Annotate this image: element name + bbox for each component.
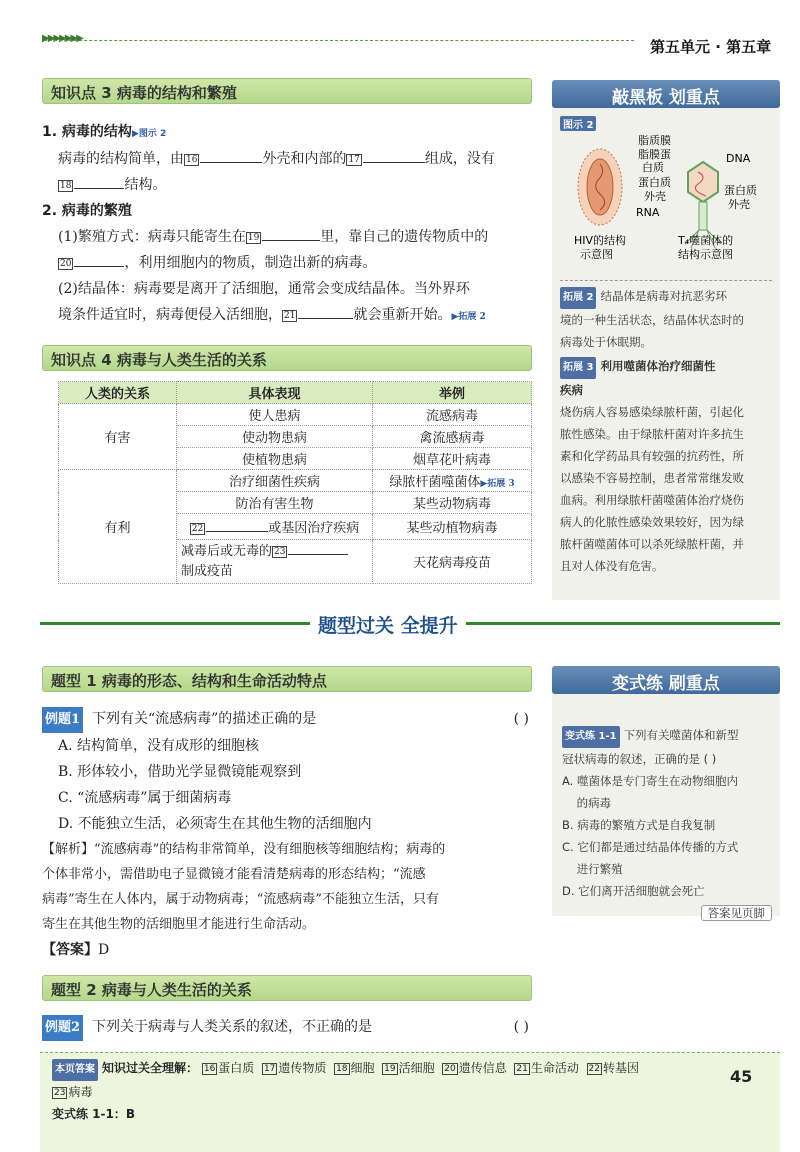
table-cell: 使植物患病	[177, 448, 373, 470]
diagram-label: 蛋白质	[638, 176, 671, 189]
diagram-label: 蛋白质	[724, 184, 757, 197]
s1-text-d: 结构。	[124, 177, 167, 193]
blank-19[interactable]	[262, 227, 320, 241]
table-cell: 某些动植物病毒	[373, 514, 532, 540]
ext3-line: 以感染不容易控制，患者常常继发败	[560, 471, 744, 485]
diagram-label: DNA	[726, 152, 751, 165]
s2-text-c: ，利用细胞内的物质，制造出新的病毒。	[124, 255, 377, 271]
s2-text-e: 境条件适宜时，病毒便侵入活细胞，	[58, 307, 282, 323]
answer-item: 生命活动	[530, 1061, 579, 1075]
practice-option-a[interactable]: A. 噬菌体是专门寄生在动物细胞内	[562, 774, 738, 788]
answers-label: 本页答案	[52, 1059, 98, 1081]
t2-header: 题型 2 病毒与人类生活的关系	[42, 975, 532, 1001]
blank-23[interactable]	[288, 541, 348, 555]
s2-text-a: (1)繁殖方式：病毒只能寄生在	[58, 229, 246, 245]
kp3-body: 1. 病毒的结构▶图示 2 病毒的结构简单，由 16 外壳和内部的 17 组成，没有 18 结构。 2. 病毒的繁殖 (1)繁殖方式：病毒只能寄生在 19 里，靠自己的遗传物质中的 20 ，利用细胞内的物质，制造出新的病毒。 (2)结晶体：病毒要是离开了活细胞，通常会变成结晶体。当外界环 境条件适宜时，病毒便侵入活细胞， 21 就会重新开始。▶拓展 2	[42, 120, 537, 330]
phage-head-shape	[688, 162, 718, 202]
diagram-caption: HIV的结构	[574, 234, 627, 247]
ext3-title2: 疾病	[560, 383, 583, 397]
ext3-title: 利用噬菌体治疗细菌性	[600, 359, 716, 373]
s1-text-a: 病毒的结构简单，由	[58, 151, 184, 167]
table-cell: 使人患病	[177, 404, 373, 426]
diagram-label: RNA	[636, 206, 660, 219]
figure-label: 图示 2	[560, 116, 596, 131]
answer-item: 转基因	[602, 1061, 639, 1075]
ext2-label: 拓展 2	[560, 287, 596, 309]
ext3-label: 拓展 3	[560, 357, 596, 379]
option-a[interactable]: A. 结构简单，没有成形的细胞核	[58, 738, 260, 754]
answer-item: 病毒	[68, 1085, 93, 1099]
analysis-line: 寄生在其他生物的活细胞里才能进行生命活动。	[42, 917, 316, 932]
diagram-label: 脂质膜	[638, 134, 671, 147]
practice-option-a-cont: 的病毒	[562, 796, 612, 810]
ext3-line: 烧伤病人容易感染绿脓杆菌，引起化	[560, 405, 744, 419]
s1-title: 1. 病毒的结构	[42, 124, 132, 140]
analysis-line: 个体非常小，需借助电子显微镜才能看清楚病毒的形态结构；“流感	[42, 867, 426, 882]
example-label: 例题2	[42, 1015, 83, 1041]
example-label: 例题1	[42, 707, 83, 733]
s1-text-c: 组成，没有	[424, 151, 495, 167]
answer-item: 遗传物质	[278, 1061, 327, 1075]
blank-22[interactable]	[206, 518, 268, 532]
table-cell: 制成疫苗	[181, 564, 234, 579]
s1-text-b: 外壳和内部的	[262, 151, 347, 167]
option-c[interactable]: C. “流感病毒”属于细菌病毒	[58, 790, 232, 806]
blank-20[interactable]	[74, 253, 124, 267]
side-panel-practice	[552, 666, 780, 920]
ext2-line: 病毒处于休眠期。	[560, 335, 652, 349]
s2-text-b: 里，靠自己的遗传物质中的	[320, 229, 489, 245]
side2-header: 变式练 刷重点	[552, 666, 780, 694]
practice-label: 变式练 1-1	[562, 726, 620, 748]
th-manifest: 具体表现	[177, 382, 373, 404]
side1-header: 敲黑板 划重点	[552, 80, 780, 108]
diagram-label: 外壳	[644, 190, 666, 203]
diagram-label: 白质	[642, 161, 664, 174]
option-b[interactable]: B. 形体较小，借助光学显微镜能观察到	[58, 764, 302, 780]
t1-body	[42, 706, 537, 963]
ext2-line: 结晶体是病毒对抗恶劣环	[600, 289, 727, 303]
diagram-label: 外壳	[728, 198, 750, 211]
t2-question: 下列关于病毒与人类关系的叙述，不正确的是	[91, 1019, 372, 1035]
answer-value: D	[98, 942, 110, 958]
answers-lead: 知识过关全理解：	[102, 1061, 199, 1075]
option-d[interactable]: D. 不能独立生活，必须寄生在其他生物的活细胞内	[58, 816, 372, 832]
s2-ref[interactable]: ▶拓展 2	[451, 312, 486, 322]
ext3-line: 脓性感染。由于绿脓杆菌对许多抗生	[560, 427, 744, 441]
diagram-caption: 结构示意图	[678, 248, 733, 261]
answer-item: 活细胞	[398, 1061, 435, 1075]
header-line	[44, 40, 634, 41]
t1-header: 题型 1 病毒的形态、结构和生命活动特点	[42, 666, 532, 692]
blank-18[interactable]	[74, 175, 124, 189]
diagram-caption: 示意图	[580, 248, 613, 261]
table-cell: 天花病毒疫苗	[373, 540, 532, 584]
table-cell: 或基因治疗疾病	[268, 521, 360, 536]
table-cell: 使动物患病	[177, 426, 373, 448]
table-cell: 某些动物病毒	[373, 492, 532, 514]
analysis-line: 【解析】“流感病毒”的结构非常简单，没有细胞核等细胞结构；病毒的	[42, 842, 446, 857]
phage-tail-shape	[699, 202, 707, 230]
answer-paren[interactable]: ( )	[513, 711, 529, 727]
cell-benefit: 有利	[59, 470, 177, 584]
s2-text-d: (2)结晶体：病毒要是离开了活细胞，通常会变成结晶体。当外界环	[58, 281, 470, 297]
answer-link-button[interactable]: 答案见页脚	[701, 905, 773, 921]
practice-option-c-cont: 进行繁殖	[562, 862, 623, 876]
kp4-header: 知识点 4 病毒与人类生活的关系	[42, 345, 532, 371]
ext3-line: 病人的化脓性感染效果较好，因为绿	[560, 515, 744, 529]
cell-harm: 有害	[59, 404, 177, 470]
blank-17[interactable]	[363, 149, 425, 163]
answer-item: 细胞	[350, 1061, 375, 1075]
ext3-line: 且对人体没有危害。	[560, 559, 664, 573]
table-cell: 烟草花叶病毒	[373, 448, 532, 470]
answer-paren[interactable]: ( )	[513, 1019, 529, 1035]
hiv-core-shape	[587, 159, 613, 215]
practice-question: 下列有关噬菌体和新型	[623, 728, 739, 742]
page-number: 45	[730, 1067, 753, 1086]
blank-21[interactable]	[298, 305, 353, 319]
practice-option-d[interactable]: D. 它们离开活细胞就会死亡	[562, 884, 705, 898]
virus-diagram	[560, 132, 772, 272]
ext2-line: 境的一种生活状态，结晶体状态时的	[560, 313, 744, 327]
answer-item: 蛋白质	[218, 1061, 255, 1075]
s2-title: 2. 病毒的繁殖	[42, 203, 132, 219]
decor-arrows: ▶▶▶▶▶▶▶	[42, 33, 82, 44]
th-example: 举例	[373, 382, 532, 404]
section-banner: 题型过关 全提升	[310, 611, 466, 638]
th-relation: 人类的关系	[59, 382, 177, 404]
row-ref[interactable]: ▶拓展 3	[480, 479, 515, 489]
ext3-line: 素和化学药品具有较强的抗药性，所	[560, 449, 744, 463]
t2-body	[42, 1014, 537, 1041]
practice-answer: 变式练 1-1：B	[52, 1107, 136, 1121]
practice-option-b[interactable]: B. 病毒的繁殖方式是自我复制	[562, 818, 716, 832]
ext3-line: 脓杆菌噬菌体可以杀死绿脓杆菌，并	[560, 537, 744, 551]
blank-16[interactable]	[200, 149, 262, 163]
answer-item: 遗传信息	[458, 1061, 507, 1075]
ext3-line: 血病。利用绿脓杆菌噬菌体治疗烧伤	[560, 493, 744, 507]
s1-ref[interactable]: ▶图示 2	[131, 129, 167, 139]
table-cell: 治疗细菌性疾病	[177, 470, 373, 492]
table-cell: 减毒后或无毒的	[181, 544, 273, 559]
diagram-label: 脂膜蛋	[638, 148, 671, 161]
table-cell: 禽流感病毒	[373, 426, 532, 448]
practice-question: 冠状病毒的叙述，正确的是 ( )	[562, 752, 717, 766]
kp3-header: 知识点 3 病毒的结构和繁殖	[42, 78, 532, 104]
s2-text-f: 就会重新开始。	[353, 307, 452, 323]
chapter-title: 第五单元 · 第五章	[650, 38, 772, 56]
side-panel-key-points	[552, 80, 780, 600]
page-answers: 本页答案 知识过关全理解： 16 蛋白质 17 遗传物质 18 细胞 19 活细胞 20 遗传信息 21 生命活动 22 转基因 23 病毒 变式练 1-1：B 45	[40, 1052, 780, 1152]
analysis-line: 病毒”寄生在人体内，属于动物病毒；“流感病毒”不能独立生活，只有	[42, 892, 439, 907]
table-cell: 流感病毒	[373, 404, 532, 426]
answer-label: 【答案】	[42, 942, 98, 958]
table-cell: 绿脓杆菌噬菌体	[389, 475, 481, 490]
table-cell: 防治有害生物	[177, 492, 373, 514]
t1-question: 下列有关“流感病毒”的描述正确的是	[91, 711, 317, 727]
practice-option-c[interactable]: C. 它们都是通过结晶体传播的方式	[562, 840, 739, 854]
diagram-caption: T₄噬菌体的	[678, 234, 734, 247]
relation-table: 人类的关系 具体表现 举例 有害 使人患病 流感病毒 使动物患病 禽流感病毒 使植物患病 烟草花叶病毒 有利 治疗细菌性疾病 绿脓杆菌噬菌体▶拓展 3 防治有害生物 某些动物病毒 22 或基因治疗疾病 某些动植物病毒 减毒后或无毒的 23 制成疫苗 天花病毒疫苗	[58, 381, 532, 584]
